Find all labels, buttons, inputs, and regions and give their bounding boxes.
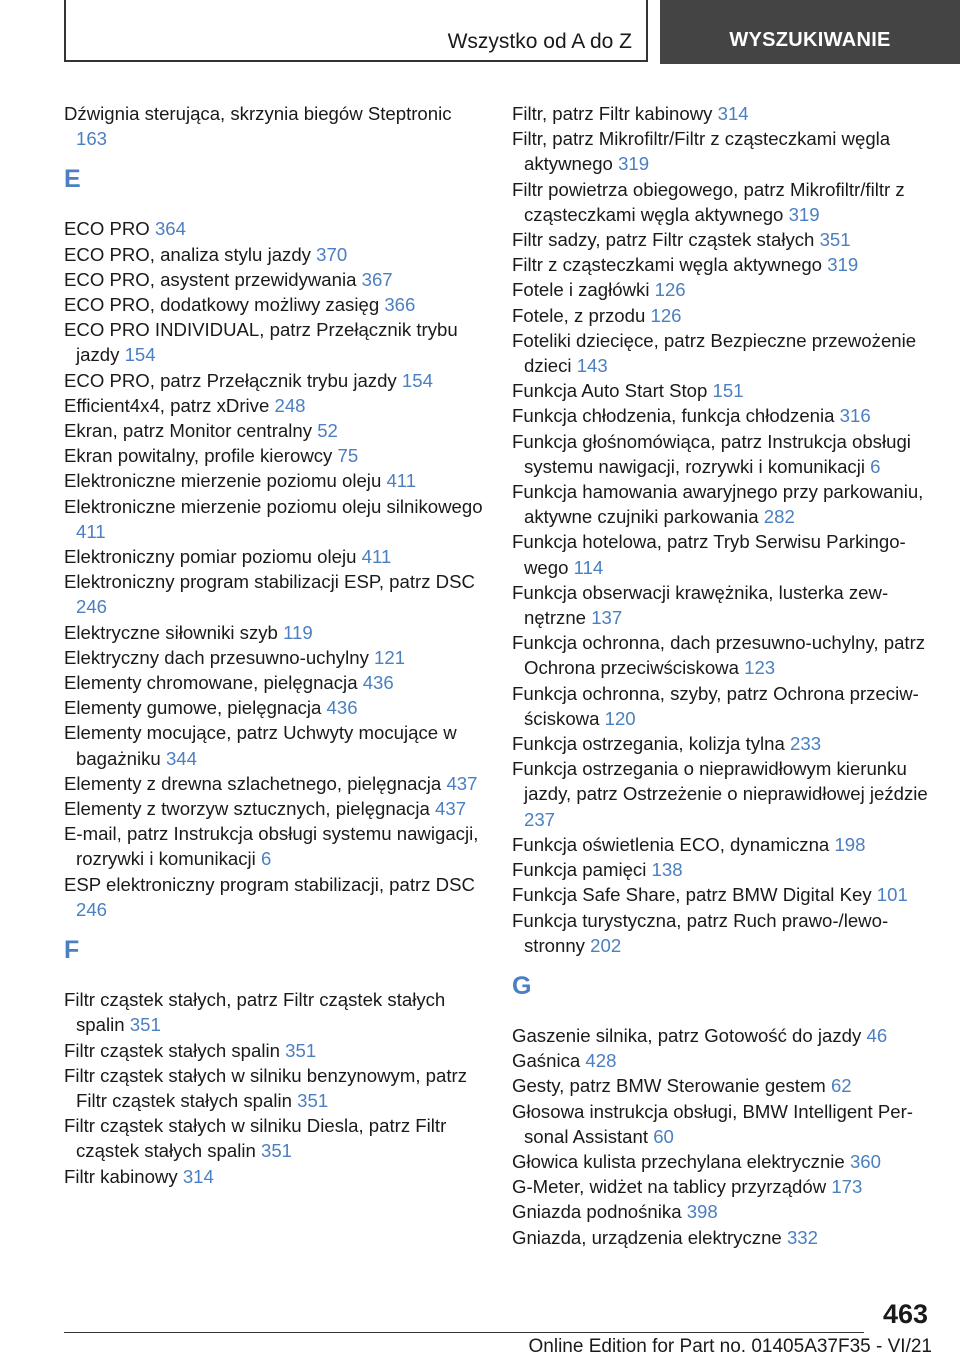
index-entry [512, 882, 938, 907]
index-entry [512, 1099, 938, 1149]
index-entry-page-link[interactable]: 364 [154, 218, 186, 240]
index-entry-page-link[interactable]: 411 [386, 470, 417, 492]
index-entry [64, 216, 484, 241]
index-entry-page-link[interactable]: 437 [435, 798, 467, 820]
index-letter-heading: E [64, 165, 81, 194]
index-entry-page-link[interactable]: 248 [274, 394, 306, 416]
index-entry-text: Elektroniczne mierzenie poziomu oleju silnikowego [64, 495, 483, 517]
index-entry [512, 1073, 938, 1098]
index-entry [512, 1199, 938, 1224]
index-entry [512, 101, 938, 126]
index-entry-text: Głosowa instrukcja obsługi, BMW Intelligent Personal Assistant [512, 1100, 913, 1147]
chapter-tab [64, 0, 648, 62]
index-entry [64, 1113, 484, 1163]
index-entry-page-link[interactable]: 411 [76, 520, 106, 542]
index-entry-text: Funkcja ochronna, szyby, patrz Ochrona przeciwściskowa [512, 682, 919, 729]
index-entry-text: Elementy z drewna szlachetnego, pielęgnacja [64, 772, 442, 794]
index-entry-text: G-Meter, widżet na tablicy przyrządów [512, 1176, 827, 1198]
index-entry-text: Efficient4x4, patrz xDrive [64, 394, 270, 416]
page-header [0, 0, 960, 66]
index-entry-page-link[interactable]: 198 [834, 833, 866, 855]
index-entry-text: Gaśnica [512, 1050, 581, 1072]
index-entry-page-link[interactable]: 370 [316, 243, 348, 265]
index-entry [512, 227, 938, 252]
index-entry-page-link[interactable]: 120 [604, 707, 636, 729]
index-entry-page-link[interactable]: 114 [573, 556, 604, 578]
index-entry-page-link[interactable]: 123 [744, 657, 776, 679]
index-entry-text: Elementy chromowane, pielęgnacja [64, 672, 358, 694]
index-entry [64, 670, 484, 695]
index-entry-text: Funkcja obserwacji krawężnika, lusterka zewnętrzne [512, 581, 889, 629]
index-entry-text: ECO PRO, patrz Przełącznik trybu jazdy [64, 369, 397, 391]
index-entry-page-link[interactable]: 154 [401, 369, 433, 391]
index-entry [64, 872, 484, 922]
index-entry [64, 494, 484, 544]
index-entry-text: Funkcja głośnomówiąca, patrz Instrukcja obsługi systemu nawigacji, rozrywki i komunikacji [512, 430, 911, 477]
index-entry-text: Filtr, patrz Mikrofiltr/Filtr z cząsteczkami węgla aktywnego [512, 128, 891, 175]
index-entry-page-link[interactable]: 163 [76, 128, 108, 150]
index-entry [64, 393, 484, 418]
index-entry-page-link[interactable]: 428 [585, 1050, 617, 1072]
index-entry-text: E-mail, patrz Instrukcja obsługi systemu nawigacji, rozrywki i komunikacji [64, 823, 479, 870]
index-entry [64, 796, 484, 821]
index-entry-page-link[interactable]: 75 [337, 445, 359, 467]
index-entry-text: Funkcja ostrzegania o nieprawidłowym kierunku jazdy, patrz Ostrzeżenie o nieprawidłowej jeździe [512, 758, 928, 805]
index-entry-text: Gaszenie silnika, patrz Gotowość do jazdy [512, 1024, 862, 1046]
index-entry-text: ECO PRO INDIVIDUAL, patrz Przełącznik trybu jazdy [64, 319, 458, 366]
index-entry-text: Funkcja Safe Share, patrz BMW Digital Key [512, 884, 872, 906]
index-entry-page-link[interactable]: 119 [283, 621, 313, 643]
index-entry [64, 987, 484, 1037]
index-column-right [512, 101, 938, 1250]
index-entry-text: Gniazda podnośnika [512, 1201, 682, 1223]
index-entry-page-link[interactable]: 6 [260, 848, 272, 870]
index-entry-text: Filtr, patrz Filtr kabinowy [512, 103, 713, 124]
index-entry-text: Foteliki dziecięce, patrz Bezpieczne przewożenie dzieci [512, 329, 917, 377]
index-entry-page-link[interactable]: 62 [830, 1075, 852, 1097]
index-entry-text: Elektroniczny pomiar poziomu oleju [64, 546, 357, 568]
index-entry [512, 303, 938, 328]
index-entry [64, 292, 484, 317]
index-entry [64, 771, 484, 796]
index-entry [512, 756, 938, 832]
index-entry-page-link[interactable]: 316 [839, 405, 871, 427]
index-entry [64, 443, 484, 468]
index-entry-text: Filtr sadzy, patrz Filtr cząstek stałych [512, 229, 815, 251]
index-entry [64, 569, 484, 619]
index-entry-page-link[interactable]: 173 [831, 1176, 863, 1198]
footer-divider [64, 1332, 864, 1333]
index-entry-page-link[interactable]: 398 [686, 1201, 718, 1223]
index-entry [64, 1038, 484, 1063]
index-entry-text: Fotele i zagłówki [512, 279, 650, 301]
index-entry-text: Elementy gumowe, pielęgnacja [64, 697, 322, 719]
index-entry [512, 403, 938, 428]
index-entry-text: Elementy z tworzyw sztucznych, pielęgnacja [64, 798, 430, 820]
index-entry [512, 681, 938, 731]
index-entry-page-link[interactable]: 60 [653, 1125, 674, 1147]
index-entry-text: Ekran powitalny, profile kierowcy [64, 445, 333, 467]
index-entry-text: Głowica kulista przechylana elektrycznie [512, 1150, 845, 1172]
index-entry [64, 317, 484, 367]
index-entry-text: Filtr cząstek stałych, patrz Filtr cząstek stałych spalin [64, 989, 446, 1036]
index-entry [512, 1023, 938, 1048]
index-entry-page-link[interactable]: 437 [446, 772, 478, 794]
index-entry-text: Funkcja hotelowa, patrz Tryb Serwisu Parkingowego [512, 531, 906, 578]
index-entry [64, 418, 484, 443]
index-entry-page-link[interactable]: 360 [849, 1150, 881, 1172]
index-entry [512, 1149, 938, 1174]
index-entry-page-link[interactable]: 351 [261, 1140, 293, 1162]
index-entry [64, 720, 484, 770]
page-number: 463 [882, 1299, 928, 1329]
index-entry [512, 630, 938, 680]
index-entry-text: Funkcja oświetlenia ECO, dynamiczna [512, 833, 830, 855]
index-entry-text: ESP elektroniczny program stabilizacji, patrz DSC [64, 873, 475, 895]
index-entry [512, 1048, 938, 1073]
index-entry [512, 429, 938, 479]
index-entry-text: Funkcja chłodzenia, funkcja chłodzenia [512, 405, 835, 427]
index-entry-page-link[interactable]: 237 [524, 808, 556, 830]
index-entry-page-link[interactable]: 366 [384, 294, 416, 316]
index-entry-page-link[interactable]: 436 [326, 697, 358, 719]
index-entry-page-link[interactable]: 246 [76, 898, 108, 920]
index-entry-page-link[interactable]: 6 [870, 455, 881, 477]
index-entry-text: Funkcja ostrzegania, kolizja tylna [512, 733, 785, 755]
index-entry-text: Dźwignia sterująca, skrzynia biegów Steptronic [64, 103, 452, 124]
index-entry-page-link[interactable]: 126 [650, 304, 682, 326]
index-column-left [64, 101, 484, 1189]
index-entry-page-link[interactable]: 351 [285, 1039, 317, 1061]
index-entry-text: Funkcja Auto Start Stop [512, 380, 708, 402]
edition-note: Online Edition for Part no. 01405A37F35 - VI/21 [528, 1336, 932, 1357]
index-entry [64, 645, 484, 670]
index-entry-page-link[interactable]: 314 [182, 1165, 214, 1187]
index-entry [512, 277, 938, 302]
index-entry [64, 544, 484, 569]
index-entry-page-link[interactable]: 52 [317, 420, 338, 442]
index-entry-page-link[interactable]: 351 [129, 1014, 161, 1036]
index-entry [512, 580, 938, 630]
index-entry-page-link[interactable]: 344 [165, 747, 197, 769]
index-entry [512, 908, 938, 958]
index-entry-text: Gesty, patrz BMW Sterowanie gestem [512, 1075, 826, 1097]
index-entry-page-link[interactable]: 121 [374, 646, 406, 668]
index-entry-page-link[interactable]: 154 [124, 344, 156, 366]
index-entry-text: Filtr powietrza obiegowego, patrz Mikrofiltr/filtr z cząsteczkami węgla aktywnego [512, 178, 905, 225]
index-entry-page-link[interactable]: 319 [827, 254, 859, 276]
index-entry [512, 1225, 938, 1250]
index-entry-text: Elektryczne siłowniki szyb [64, 621, 278, 643]
index-entry [64, 821, 484, 871]
index-entry [64, 620, 484, 645]
index-entry-text: Filtr cząstek stałych w silniku Diesla, patrz Filtr cząstek stałych spalin [64, 1115, 447, 1162]
index-entry-text: Elementy mocujące, patrz Uchwyty mocujące w bagażniku [64, 722, 457, 769]
index-entry-text: Funkcja ochronna, dach przesuwno-uchylny, patrz Ochrona przeciwściskowa [512, 632, 926, 679]
index-entry-page-link[interactable]: 319 [618, 153, 650, 175]
index-entry [512, 529, 938, 579]
index-entry [512, 731, 938, 756]
index-entry-page-link[interactable]: 202 [590, 934, 622, 956]
index-entry-text: Funkcja turystyczna, patrz Ruch prawo-/lewostronny [512, 909, 889, 956]
index-entry [512, 832, 938, 857]
index-entry-page-link[interactable]: 46 [866, 1024, 888, 1046]
index-entry-text: Filtr cząstek stałych w silniku benzynowym, patrz Filtr cząstek stałych spalin [64, 1064, 467, 1111]
index-entry-page-link[interactable]: 246 [76, 596, 108, 618]
index-entry [64, 368, 484, 393]
section-title: WYSZUKIWANIE [729, 29, 891, 51]
index-entry-page-link[interactable]: 436 [362, 672, 394, 694]
index-entry [64, 242, 484, 267]
section-tab [660, 0, 960, 64]
index-entry-text: ECO PRO, asystent przewidywania [64, 268, 357, 290]
index-entry-page-link[interactable]: 351 [297, 1089, 329, 1111]
chapter-title: Wszystko od A do Z [447, 30, 632, 53]
index-letter-heading: F [64, 936, 80, 965]
index-entry-page-link[interactable]: 126 [654, 279, 686, 301]
index-entry-text: ECO PRO [64, 218, 150, 240]
index-entry-text: ECO PRO, dodatkowy możliwy zasięg [64, 294, 380, 316]
index-entry-text: ECO PRO, analiza stylu jazdy [64, 243, 311, 265]
index-entry [64, 468, 484, 493]
index-entry-page-link[interactable]: 351 [819, 229, 851, 251]
index-entry-text: Filtr kabinowy [64, 1165, 178, 1187]
index-entry-text: Funkcja pamięci [512, 859, 647, 881]
index-entry [512, 177, 938, 227]
index-letter-heading: G [512, 971, 532, 1000]
index-entry [64, 267, 484, 292]
index-entry [64, 695, 484, 720]
index-entry [64, 101, 484, 151]
index-entry [512, 857, 938, 882]
index-entry [512, 479, 938, 529]
index-entry-page-link[interactable]: 282 [763, 506, 795, 528]
index-entry-page-link[interactable]: 411 [361, 546, 392, 568]
index-entry [512, 328, 938, 378]
index-entry-text: Fotele, z przodu [512, 304, 646, 326]
index-entry [512, 378, 938, 403]
index-entry-page-link[interactable]: 143 [576, 355, 608, 377]
index-entry-text: Elektroniczny program stabilizacji ESP, patrz DSC [64, 571, 475, 593]
index-entry-page-link[interactable]: 151 [712, 380, 744, 402]
index-entry-page-link[interactable]: 138 [651, 859, 683, 881]
index-entry [512, 252, 938, 277]
index-entry [512, 1174, 938, 1199]
index-entry-text: Ekran, patrz Monitor centralny [64, 420, 313, 442]
index-entry-page-link[interactable]: 367 [361, 268, 393, 290]
index-entry-text: Elektryczny dach przesuwno-uchylny [64, 646, 369, 668]
index-entry-page-link[interactable]: 332 [786, 1226, 818, 1248]
index-entry [64, 1063, 484, 1113]
index-entry-page-link[interactable]: 319 [788, 203, 820, 225]
index-entry-text: Gniazda, urządzenia elektryczne [512, 1226, 782, 1248]
index-entry-page-link[interactable]: 314 [717, 103, 749, 124]
index-entry-page-link[interactable]: 137 [591, 607, 623, 629]
index-entry [512, 126, 938, 176]
index-entry-text: Filtr z cząsteczkami węgla aktywnego [512, 254, 823, 276]
index-entry-page-link[interactable]: 101 [876, 884, 908, 906]
index-entry-text: Funkcja hamowania awaryjnego przy parkowaniu, aktywne czujniki parkowania [512, 481, 924, 528]
index-entry-text: Filtr cząstek stałych spalin [64, 1039, 280, 1061]
index-entry-text: Elektroniczne mierzenie poziomu oleju [64, 470, 382, 492]
index-entry-page-link[interactable]: 233 [790, 733, 822, 755]
index-entry [64, 1164, 484, 1189]
